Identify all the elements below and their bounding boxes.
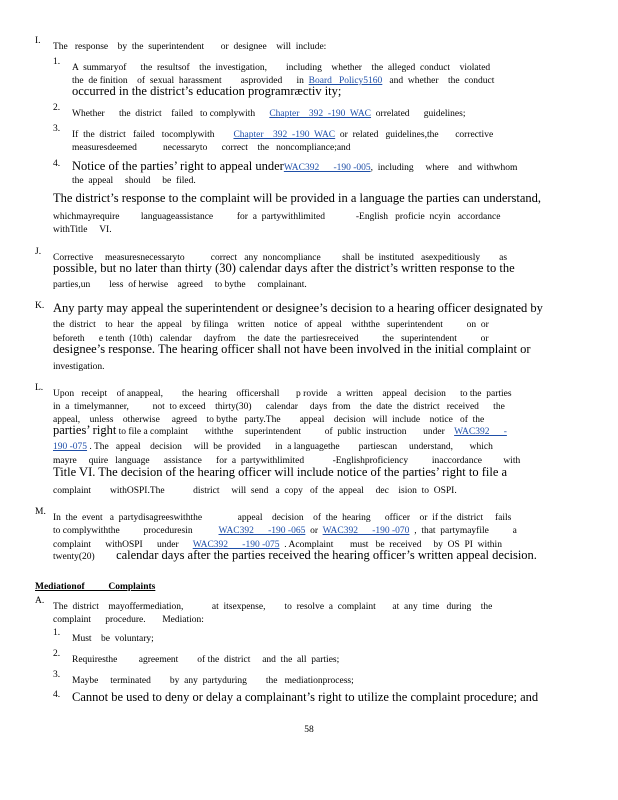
legal-reference-link[interactable]: WAC392 -190 -065	[218, 526, 306, 536]
list-marker: A.	[35, 596, 45, 606]
text-run: investigation.	[53, 362, 105, 372]
text-run: . Acomplaint must be received by OS PI within	[279, 540, 502, 550]
list-marker: 3.	[53, 124, 61, 134]
page-number: 58	[304, 725, 314, 735]
list-marker: L.	[35, 383, 44, 393]
text-line	[72, 104, 465, 120]
text-run: parties’ right	[53, 423, 117, 437]
text-run: twenty(20)	[53, 552, 117, 562]
text-run: measuresdeemed necessaryto correct the noncompliance;and	[72, 143, 351, 153]
text-run: Any party may appeal the superintendent or designee’s decision to a hearing officer designated by	[53, 301, 543, 315]
text-line	[72, 138, 351, 154]
legal-reference-link[interactable]: WAC392 -	[454, 427, 507, 437]
text-run: appeal, unless otherwise agreed to bythe party.The appeal decision will include notice of the	[53, 415, 485, 425]
list-marker: I.	[35, 36, 41, 46]
legal-reference-link[interactable]: Chapter 392 -190 WAC	[269, 109, 372, 119]
list-marker: 4.	[53, 159, 61, 169]
text-run: calendar days after the parties received the hearing officer’s written appeal decision.	[116, 548, 537, 562]
text-line	[53, 357, 104, 373]
list-marker: 2.	[53, 103, 61, 113]
text-run: Upon receipt of anappeal, the hearing officershall p rovide a written appeal decision to the parties	[53, 389, 512, 399]
text-line	[53, 37, 326, 53]
text-run: complaint withOSPI under	[53, 540, 193, 550]
list-marker: 1.	[53, 57, 61, 67]
text-line	[53, 275, 307, 291]
text-line	[53, 610, 204, 626]
text-run: orrelated guidelines;	[371, 109, 466, 119]
list-marker: 4.	[53, 690, 61, 700]
text-run: Corrective measuresnecessaryto correct any noncompliance shall be instituted asexpeditiously as	[53, 253, 508, 263]
text-line	[72, 671, 354, 687]
text-run: Must be voluntary;	[72, 634, 154, 644]
text-run: Notice of the parties’ right to appeal under	[72, 159, 284, 173]
text-run: parties,un less of herwise agreed to bythe complainant.	[53, 280, 307, 290]
text-run: Cannot be used to deny or delay a complainant’s right to utilize the complaint procedure; and	[72, 690, 539, 704]
list-marker: 3.	[53, 670, 61, 680]
text-run: beforeth e tenth (10th) calendar dayfrom the date the partiesreceived the superintendent or	[53, 334, 489, 344]
text-run: the district to hear the appeal by filinga written notice of appeal withthe superintendent on or	[53, 320, 489, 330]
text-line	[53, 300, 543, 316]
text-run: A summaryof the resultsof the investigation, including whether the alleged conduct violated	[72, 63, 491, 73]
text-line	[72, 171, 196, 187]
text-run: The district’s response to the complaint will be provided in a language the parties can understand,	[53, 191, 542, 205]
list-marker: 2.	[53, 649, 61, 659]
text-line	[35, 577, 155, 593]
text-line	[53, 464, 507, 480]
legal-reference-link[interactable]: Chapter 392 -190 WAC	[233, 130, 336, 140]
text-run: possible, but no later than thirty (30) calendar days after the district’s written response to the	[53, 261, 515, 275]
text-line	[72, 689, 538, 705]
text-line	[53, 220, 112, 236]
list-marker: K.	[35, 301, 45, 311]
list-marker: 1.	[53, 628, 61, 638]
legal-reference-link[interactable]: WAC392 -190 -070	[322, 526, 410, 536]
text-run: or	[305, 526, 323, 536]
text-run: the de finition of sexual harassment asprovided in	[72, 76, 309, 86]
text-run: designee’s response. The hearing officer shall not have been involved in the initial complaint or	[53, 342, 531, 356]
list-marker: J.	[35, 247, 42, 257]
legal-reference-link[interactable]: Board Policy5160	[308, 76, 383, 86]
text-line	[53, 190, 541, 206]
text-run: Whether the district failed to complywith	[72, 109, 270, 119]
text-run: The response by the superintendent or designee will include:	[53, 42, 327, 52]
text-run: Maybe terminated by any partyduring the mediationprocess;	[72, 676, 354, 686]
list-marker: M.	[35, 507, 46, 517]
text-line	[53, 260, 515, 276]
text-run: . The appeal decision will be provided in a languagethe partiescan understand, which	[87, 442, 493, 452]
text-run: occurred in the district’s education programræctiv ity;	[72, 84, 342, 98]
text-line	[53, 341, 531, 357]
legal-reference-link[interactable]: WAC392 -190 -075	[192, 540, 280, 550]
legal-reference-link[interactable]: WAC392 -190 -005	[283, 163, 371, 173]
text-run: complaint withOSPI.The district will send a copy of the appeal dec ision to OSPI.	[53, 486, 457, 496]
text-line	[72, 629, 154, 645]
text-line	[53, 207, 500, 223]
text-line	[53, 422, 507, 438]
section-heading: Mediationof Complaints	[35, 582, 156, 592]
text-run: withTitle VI.	[53, 225, 112, 235]
text-run: , that partymayfile a	[409, 526, 517, 536]
text-run: or related guidelines,the corrective	[335, 130, 494, 140]
text-run: whichmayrequire languageassistance for a partywithlimited -English proficie ncyin accordance	[53, 212, 501, 222]
text-run: Requiresthe agreement of the district and the all parties;	[72, 655, 340, 665]
text-line	[72, 83, 341, 99]
text-run: If the district failed tocomplywith	[72, 130, 234, 140]
legal-reference-link[interactable]: 190 -075	[53, 442, 88, 452]
text-run: The district mayoffermediation, at itsexpense, to resolve a complaint at any time during the	[53, 602, 493, 612]
text-run: In the event a partydisagreeswiththe appeal decision of the hearing officer or if the district fails	[53, 513, 512, 523]
text-run: complaint procedure. Mediation:	[53, 615, 204, 625]
text-line	[53, 547, 537, 563]
text-run: the appeal should be filed.	[72, 176, 196, 186]
text-run: in a timelymanner, not to exceed thirty(30) calendar days from the date the district received the	[53, 402, 505, 412]
text-run: to complywiththe proceduresin	[53, 526, 219, 536]
text-run: Title VI. The decision of the hearing officer will include notice of the parties’ right to file a	[53, 465, 508, 479]
text-run: to file a complaint withthe superintendent of public instruction under	[116, 427, 455, 437]
text-run: and whether the conduct	[382, 76, 495, 86]
text-run: mayre quire language assistance for a partywithlimited -Englishproficiency inaccordance with	[53, 456, 521, 466]
text-line	[72, 650, 339, 666]
text-line	[53, 481, 457, 497]
text-run: , including where and withwhom	[370, 163, 518, 173]
